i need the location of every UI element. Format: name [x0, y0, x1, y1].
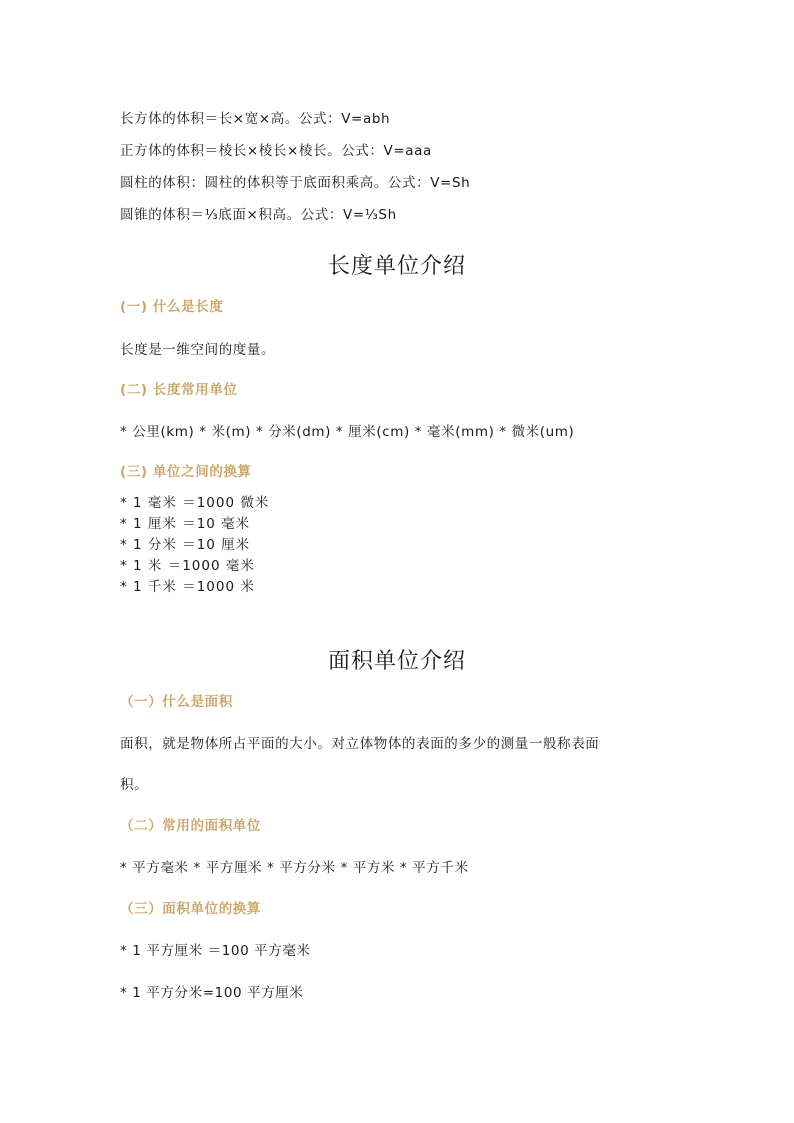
area-sub3-heading: （三）面积单位的换算 [120, 901, 261, 917]
length-sub2-heading: (二) 长度常用单位 [120, 382, 238, 398]
length-conversion-row: * 1 分米 ＝10 厘米 [120, 537, 251, 553]
length-definition: 长度是一维空间的度量。 [120, 342, 276, 358]
length-units-list: * 公里(km) * 米(m) * 分米(dm) * 厘米(cm) * 毫米(mm) * 微米(um) [120, 424, 575, 440]
length-conversion-row: * 1 米 ＝1000 毫米 [120, 558, 255, 574]
formula-cylinder: 圆柱的体积：圆柱的体积等于底面积乘高。公式：V=Sh [120, 175, 471, 191]
area-sub2-heading: （二）常用的面积单位 [120, 818, 261, 834]
area-conversion-row: * 1 平方厘米 ＝100 平方毫米 [120, 943, 311, 959]
length-sub3-heading: (三) 单位之间的换算 [120, 464, 252, 480]
area-definition-line1: 面积，就是物体所占平面的大小。对立体物体的表面的多少的测量一般称表面 [120, 736, 600, 752]
length-conversion-row: * 1 毫米 ＝1000 微米 [120, 495, 270, 511]
formula-cuboid: 长方体的体积＝长×宽×高。公式：V=abh [120, 111, 391, 127]
area-definition-line2: 积。 [120, 777, 149, 793]
length-section-title: 长度单位介绍 [327, 254, 466, 279]
area-sub1-heading: （一）什么是面积 [120, 694, 233, 710]
length-sub1-heading: (一) 什么是长度 [120, 299, 224, 315]
length-conversion-row: * 1 千米 ＝1000 米 [120, 579, 255, 595]
area-section-title: 面积单位介绍 [327, 649, 466, 674]
area-conversion-row: * 1 平方分米=100 平方厘米 [120, 985, 304, 1001]
formula-cube: 正方体的体积＝棱长×棱长×棱长。公式：V=aaa [120, 143, 432, 159]
formula-cone: 圆锥的体积＝⅓底面×积高。公式：V=⅓Sh [120, 207, 397, 223]
length-conversion-row: * 1 厘米 ＝10 毫米 [120, 516, 251, 532]
area-units-list: * 平方毫米 * 平方厘米 * 平方分米 * 平方米 * 平方千米 [120, 860, 469, 876]
